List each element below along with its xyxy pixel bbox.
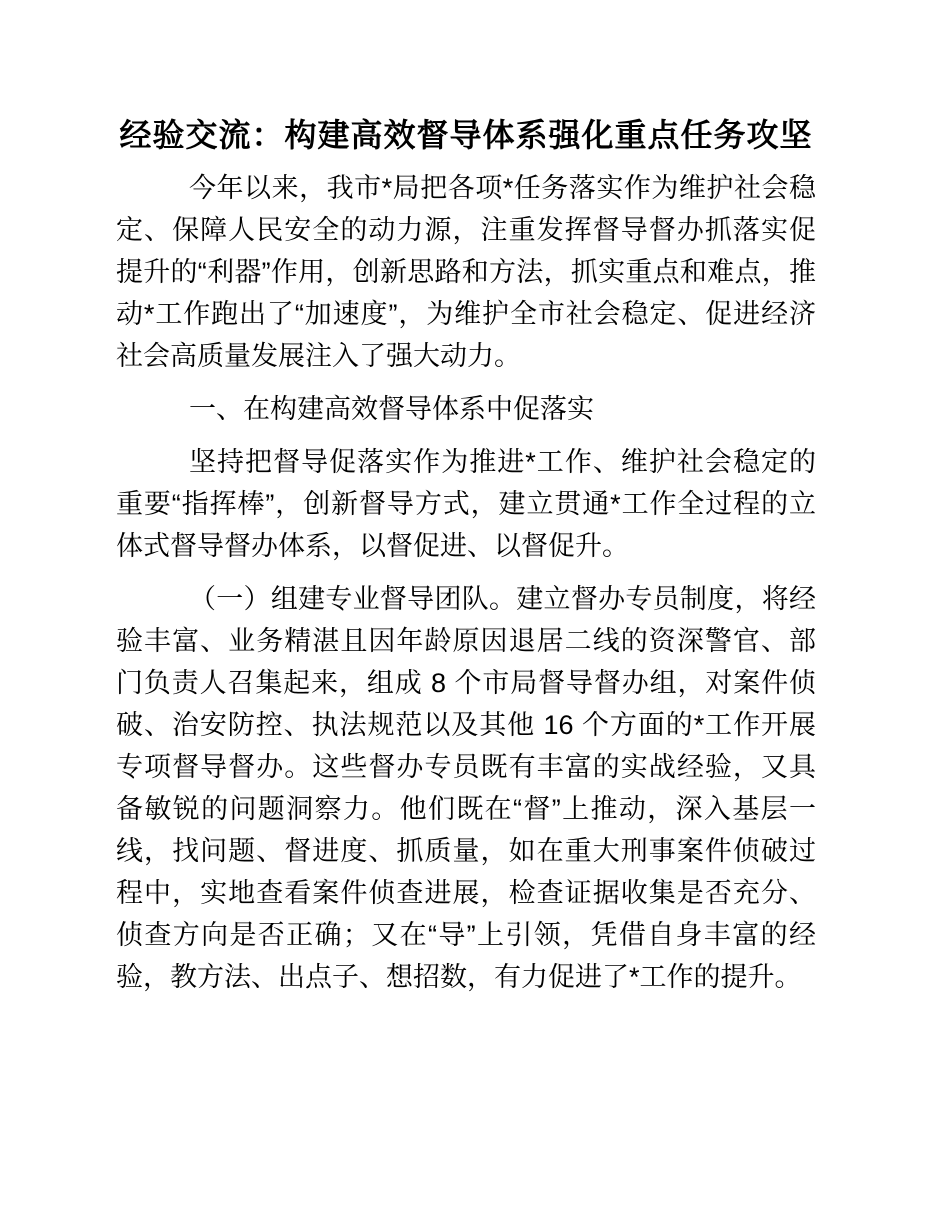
document-title: 经验交流：构建高效督导体系强化重点任务攻坚 <box>119 117 813 153</box>
paragraph-intro: 今年以来，我市*局把各项*任务落实作为维护社会稳定、保障人民安全的动力源，注重发挥督导督办抓落实促提升的“利器”作用，创新思路和方法，抓实重点和难点，推动*工作跑出了“加速度”，为维护全市社会稳定、促进经济社会高质量发展注入了强大动力。 <box>116 173 816 371</box>
paragraph-subsection-1: （一）组建专业督导团队。建立督办专员制度，将经验丰富、业务精湛且因年龄原因退居二线的资深警官、部门负责人召集起来，组成 8 个市局督导督办组，对案件侦破、治安防控、执法规范以及其他 16 个方面的*工作开展专项督导督办。这些督办专员既有丰富的实战经验，又具备敏锐的问题洞察力。他们既在“督”上推动，深入基层一线，找问题、督进度、抓质量，如在重大刑事案件侦破过程中，实地查看案件侦查进展，检查证据收集是否充分、侦查方向是否正确；又在“导”上引领，凭借自身丰富的经验，教方法、出点子、想招数，有力促进了*工作的提升。 <box>116 584 816 992</box>
section-heading-1: 一、在构建高效督导体系中促落实 <box>189 394 594 424</box>
paragraph-section-lead: 坚持把督导促落实作为推进*工作、维护社会稳定的重要“指挥棒”，创新督导方式，建立贯通*工作全过程的立体式督导督办体系，以督促进、以督促升。 <box>116 447 816 561</box>
